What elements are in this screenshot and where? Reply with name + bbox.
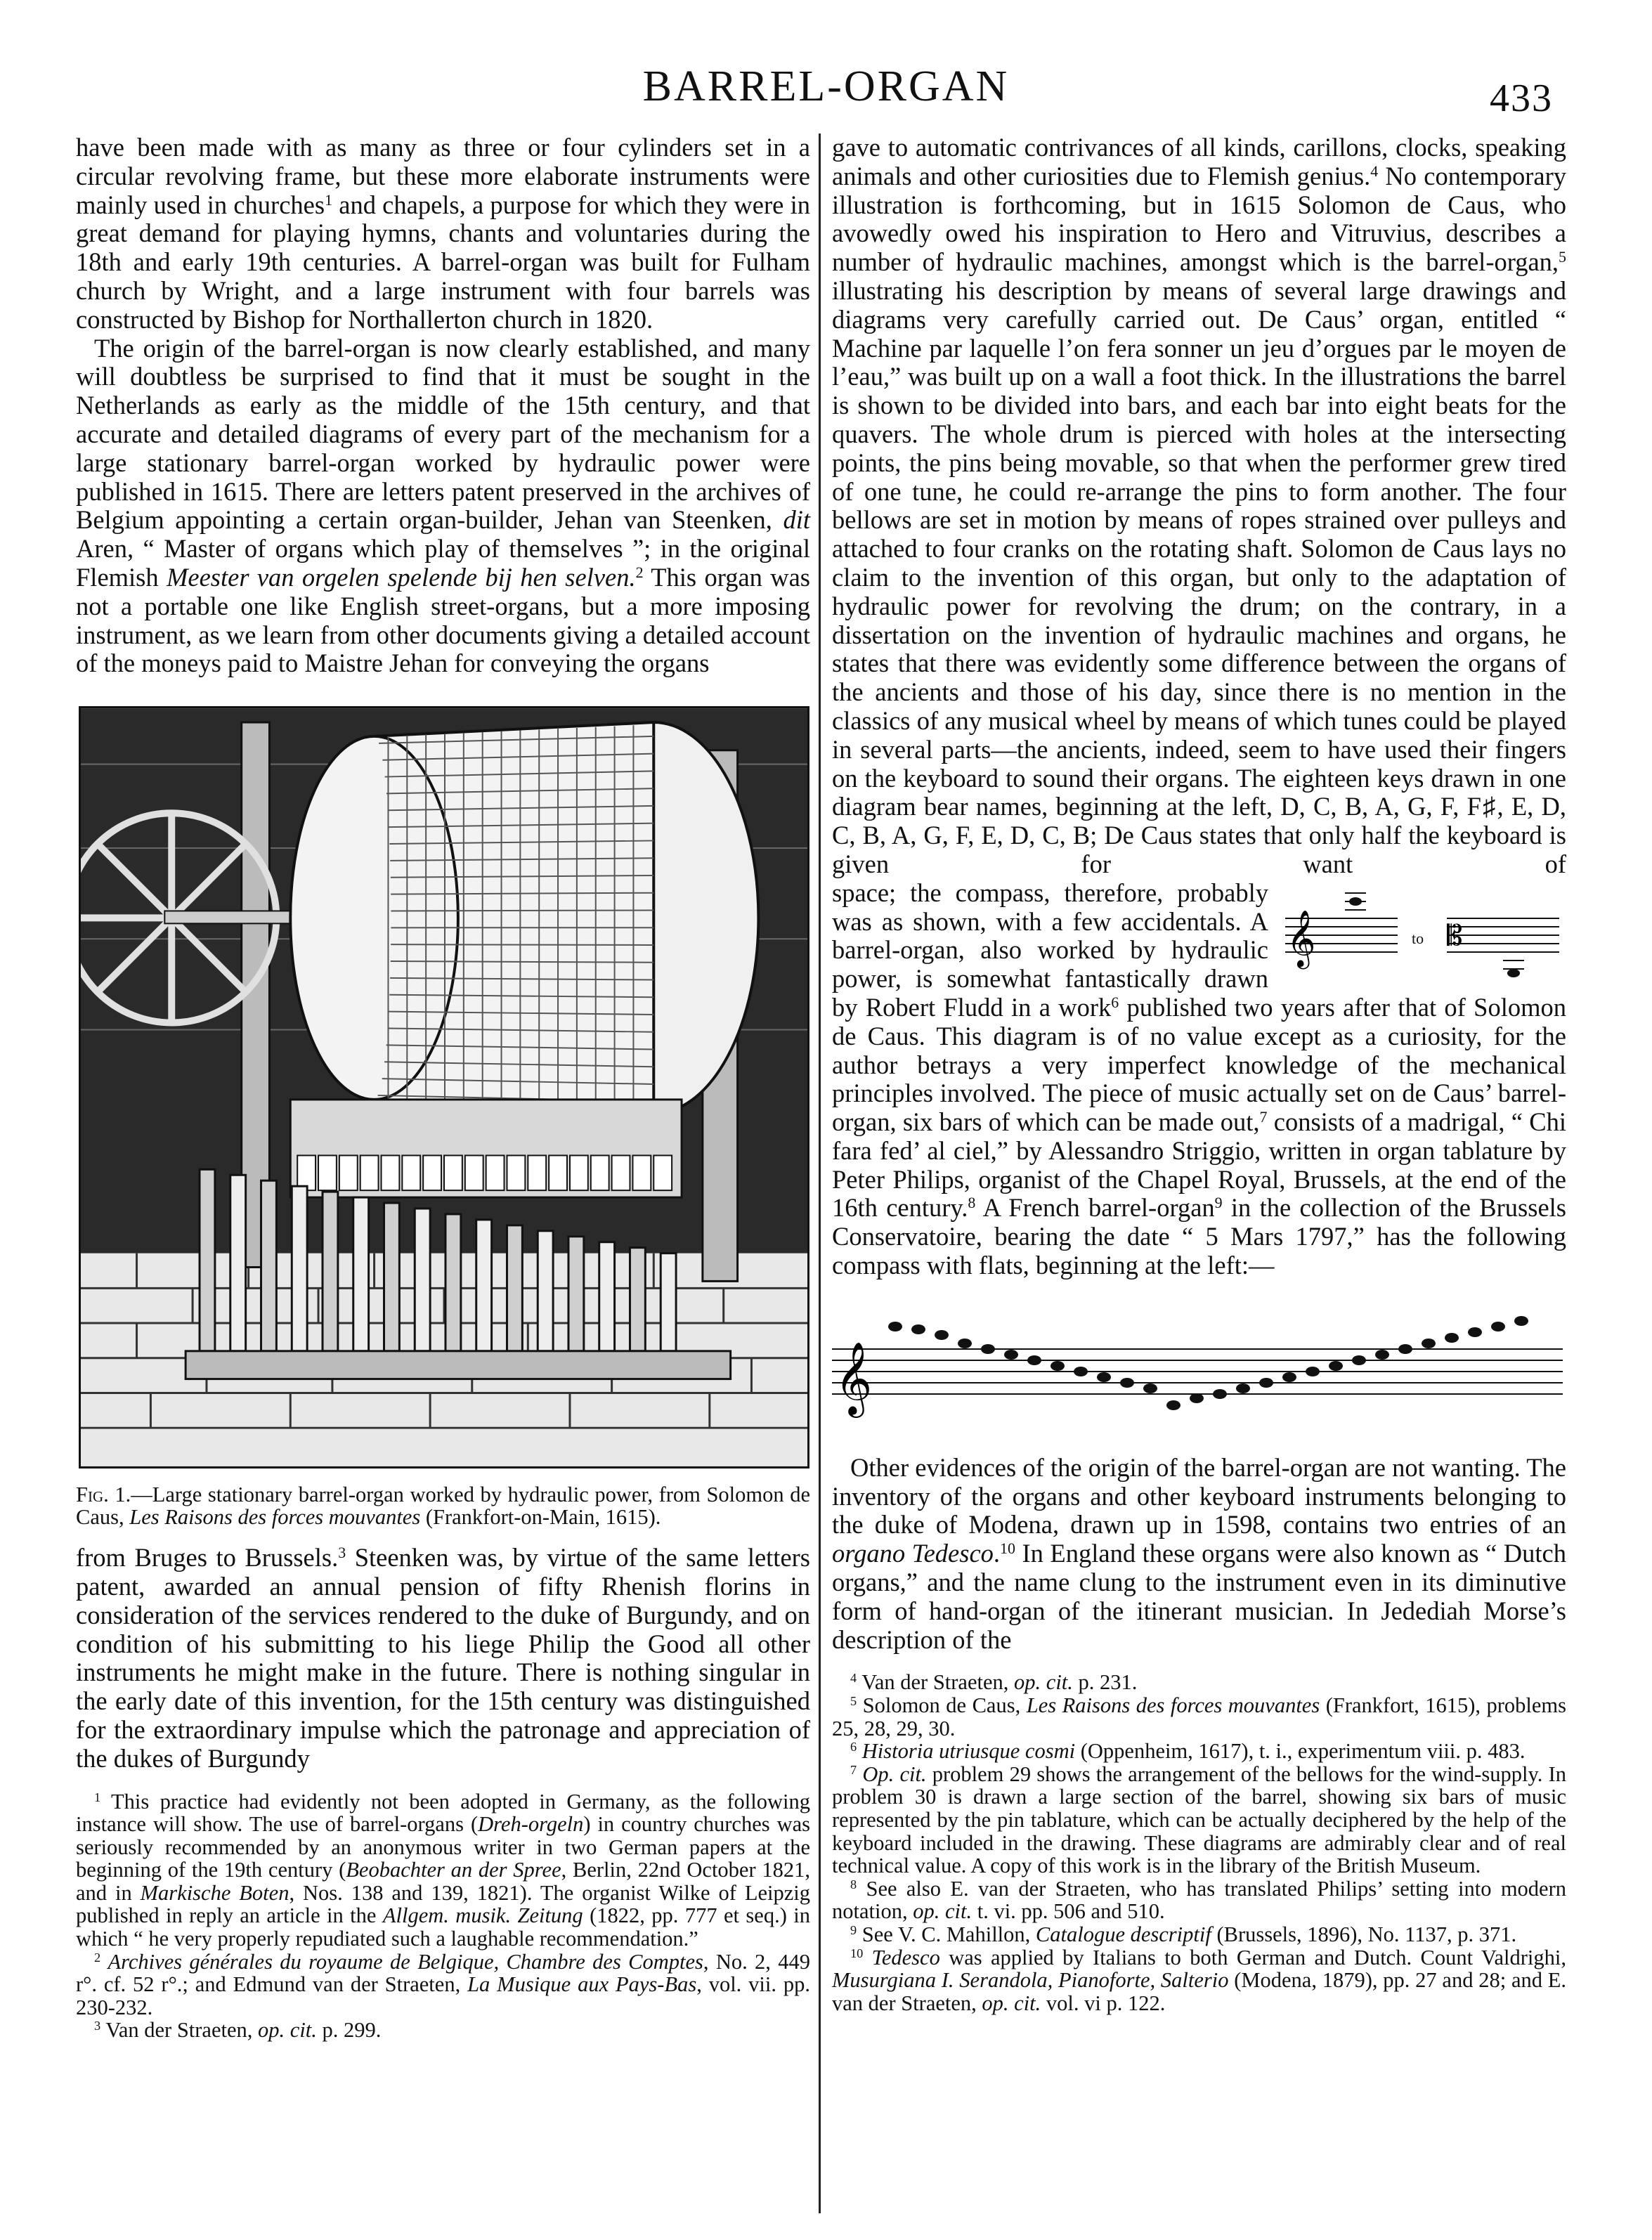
right-column	[832, 134, 1566, 2014]
music-note	[1213, 1389, 1227, 1399]
italic-text: Dreh-orgeln	[478, 1812, 584, 1837]
footnote-marker: 7	[850, 1762, 857, 1777]
footnote	[76, 2019, 810, 2042]
text-run: This practice had evidently not been adopted in Germany, as the following instance will show. The use of barrel-organs (	[76, 1789, 810, 1837]
italic-text: Archives générales du royaume de Belgique, Chambre des Comptes	[108, 1949, 703, 1974]
footnote-marker: 8	[968, 1194, 976, 1212]
music-note	[1352, 1355, 1366, 1365]
italic-text: Catalogue descriptif	[1035, 1922, 1211, 1946]
music-note	[911, 1324, 925, 1334]
footnote-marker: 4	[850, 1671, 857, 1686]
footnote	[76, 1790, 810, 1951]
italic-text: op. cit.	[258, 2018, 317, 2043]
footnote	[832, 1671, 1566, 1694]
music-note	[1097, 1372, 1111, 1382]
music-note	[1491, 1322, 1505, 1331]
text-run: from Bruges to Brussels.	[76, 1543, 339, 1572]
text-run: Aren, “ Master of organs which play of themselves ”; in the original Flemish	[76, 534, 810, 592]
music-note	[1051, 1361, 1065, 1371]
italic-text: Les Raisons des forces mouvantes	[1026, 1693, 1320, 1718]
left-column	[76, 134, 810, 2042]
svg-text:𝄞: 𝄞	[835, 1341, 873, 1415]
footnote-marker: 5	[850, 1693, 857, 1708]
text-run: Solomon de Caus,	[857, 1693, 1027, 1718]
music-note	[1259, 1378, 1273, 1388]
text-run: (Frankfort, 1615), problems 25, 28, 29, 30.	[832, 1693, 1566, 1740]
italic-text: organo Tedesco	[832, 1539, 994, 1568]
footnote-marker: 10	[1000, 1539, 1015, 1558]
text-run: , Nos. 138 and 139, 1821). The organist Wilke of Leipzig published in reply an article in the	[76, 1880, 811, 1928]
right-paragraph-a	[832, 134, 1566, 879]
italic-text: op. cit.	[982, 1991, 1041, 2015]
footnote-marker: 10	[850, 1946, 864, 1960]
footnote	[832, 1763, 1566, 1877]
text-run: have been made with as many as three or four cylinders set in a circular revolving frame, but these more elaborate instruments were mainly used in churches	[76, 133, 810, 219]
italic-text: Musurgiana I. Serandola, Pianoforte, Salterio	[832, 1968, 1229, 1993]
footnote-marker: 6	[850, 1740, 857, 1754]
text-run: t. vi. pp. 506 and 510.	[972, 1899, 1165, 1924]
music-note	[888, 1322, 902, 1331]
footnote	[832, 1740, 1566, 1763]
music-note	[1422, 1339, 1436, 1348]
music-note	[1166, 1400, 1181, 1410]
text-run: No contemporary illustration is forthcoming, but in 1615 Solomon de Caus, who avowedly owed his inspiration to Hero and Vitruvius, describes a number of hydraulic machines, amongst which is the barrel-organ,	[832, 161, 1566, 277]
footnote-marker: 1	[325, 190, 333, 209]
figure-label: Fig. 1.	[76, 1483, 131, 1507]
text-run: Van der Straeten,	[857, 1670, 1015, 1695]
page-title: BARREL-ORGAN	[642, 63, 1010, 110]
music-note	[1190, 1393, 1204, 1403]
column-divider	[819, 134, 821, 2213]
text-run: This organ was not a portable one like English street-organs, but a more imposing instrument, as we learn from other documents giving a detailed account of the moneys paid to Maistre Jehan for conveying the organs	[76, 562, 810, 678]
italic-text: Op. cit.	[862, 1762, 927, 1786]
text-run: , vol. vii. pp. 230-232.	[76, 1972, 811, 2019]
footnote-marker: 6	[1111, 993, 1119, 1011]
italic-text: Allgem. musik. Zeitung	[382, 1903, 583, 1928]
text-run: consists of a madrigal, “ Chi fara fed’ al ciel,” by Alessandro Striggio, written in organ tablature by Peter Philips, organist of the Chapel Royal, Brussels, at the end of the 16th century.	[832, 1107, 1566, 1223]
text-run: In England these organs were also known as “ Dutch organs,” and the name clung to the instrument even in its diminutive form of hand-organ of the itinerant musician. In Jedediah Morse’s description of the	[832, 1539, 1566, 1654]
music-note	[1514, 1316, 1528, 1326]
right-paragraph-c	[832, 1454, 1566, 1655]
text-run: vol. vi p. 122.	[1041, 1991, 1166, 2015]
italic-text: op. cit.	[1014, 1670, 1073, 1695]
text-run: A French barrel-organ	[975, 1193, 1215, 1223]
italic-text: Beobachter an der Spree	[346, 1858, 561, 1882]
italic-text: Historia utriusque cosmi	[861, 1739, 1076, 1764]
barrel-organ-illustration	[79, 706, 809, 1469]
keyboard-compass-music-example	[1278, 883, 1566, 989]
italic-text: op. cit.	[913, 1899, 973, 1924]
music-note	[1445, 1333, 1459, 1343]
footnote-marker: 8	[850, 1877, 857, 1891]
text-run: , No. 2, 449 r°. cf. 52 r°.; and Edmund van der Straeten,	[76, 1949, 811, 1997]
paragraph	[76, 334, 810, 679]
text-run: problem 29 shows the arrangement of the bellows for the wind-supply. In problem 30 is drawn a large section of the barrel, showing six bars of music represented by the pin tablature, which can be actually deciphered by the help of the keyboard included in the drawing. These diagrams are admirably clear and of real technical value. A copy of this work is in the library of the British Museum.	[832, 1762, 1566, 1878]
italic-text: Meester van orgelen spelende bij hen selven.	[166, 562, 636, 592]
svg-text:𝄞: 𝄞	[1287, 909, 1316, 967]
music-note	[1074, 1367, 1088, 1376]
music-note	[1282, 1372, 1296, 1382]
text-run: (Oppenheim, 1617), t. i., experimentum viii. p. 483.	[1075, 1739, 1526, 1764]
music-note	[1004, 1350, 1018, 1360]
footnote-marker: 4	[1370, 162, 1379, 180]
italic-text: Les Raisons des forces mouvantes	[129, 1505, 421, 1530]
text-run: (Modena, 1879), pp. 27 and 28; and E. van der Straeten,	[832, 1968, 1567, 2015]
footnote-marker: 3	[338, 1544, 346, 1562]
music-note	[1120, 1378, 1134, 1388]
text-run: (Brussels, 1896), No. 1137, p. 371.	[1211, 1922, 1517, 1946]
italic-text: La Musique aux Pays-Bas	[467, 1972, 697, 1997]
text-run	[100, 1950, 108, 1974]
footnote	[832, 1923, 1566, 1946]
footnote	[832, 1694, 1566, 1740]
footnote-marker: 1	[94, 1790, 101, 1804]
text-run: and chapels, a purpose for which they were in great demand for playing hymns, chants and voluntaries during the 18th and early 19th centuries. A barrel-organ was built for Fulham church by Wright, and a large instrument with four barrels was constructed by Bishop for Northallerton church in 1820.	[76, 190, 810, 334]
text-run: was applied by Italians to both German and Dutch. Count Valdrighi,	[939, 1945, 1567, 1969]
footnote-marker: 3	[94, 2019, 101, 2033]
footnote-marker: 2	[635, 563, 644, 581]
french-barrel-organ-compass-music	[832, 1300, 1563, 1433]
music-range-to-label: to	[1412, 929, 1424, 947]
italic-text: dit	[783, 505, 810, 535]
music-note	[1329, 1361, 1343, 1371]
footnote	[76, 1951, 810, 2019]
text-run: in the collection of the Brussels Conservatoire, bearing the date “ 5 Mars 1797,” has the following compass with flats, beginning at the left:—	[832, 1193, 1567, 1280]
text-run: gave to automatic contrivances of all kinds, carillons, clocks, speaking animals and other curiosities due to Flemish genius.	[832, 133, 1566, 190]
footnote-marker: 9	[1214, 1194, 1223, 1212]
footnote-marker: 9	[850, 1922, 857, 1937]
page-number: 433	[1490, 77, 1553, 120]
footnote-marker: 7	[1259, 1108, 1268, 1126]
music-note	[1375, 1350, 1389, 1360]
text-run: ) in country churches was seriously recommended by an anonymous writer in two German papers at the beginning of the 19th century (	[76, 1812, 810, 1882]
music-note	[935, 1330, 949, 1340]
footnote	[832, 1877, 1566, 1923]
music-note	[981, 1344, 995, 1354]
paragraph	[76, 1544, 810, 1773]
music-note	[1143, 1383, 1157, 1393]
text-run: Steenken was, by virtue of the same letters patent, awarded an annual pension of fifty Rhenish florins in consideration of the services rendered to the duke of Burgundy, and on condition of his submitting to his liege Philip the Good all other instruments he might make in the future. There is nothing singular in the early date of this invention, for the 15th century was distinguished for the extraordinary impulse which the patronage and appreciation of the dukes of Burgundy	[76, 1543, 811, 1773]
figure-caption	[76, 1483, 810, 1528]
text-run: (Frankfort-on-Main, 1615).	[420, 1505, 661, 1530]
text-run: p. 231.	[1072, 1670, 1138, 1695]
footnote	[832, 1946, 1566, 2015]
text-run: The origin of the barrel-organ is now clearly established, and many will doubtless be surprised to find that it must be sought in the Netherlands as early as the middle of the 15th century, and that accurate and detailed diagrams of every part of the mechanism for a large stationary barrel-organ worked by hydraulic power were published in 1615. There are letters patent preserved in the archives of Belgium appointing a certain organ-builder, Jehan van Steenken,	[76, 333, 810, 535]
footnote-marker: 5	[1559, 248, 1566, 266]
text-run: published two years after that of Solomon de Caus. This diagram is of no value except as a curiosity, for the author betrays a very imperfect knowledge of the mechanical principles involved. The piece of music actually set on de Caus’ barrel-organ, six bars of which can be made out,	[832, 992, 1566, 1137]
music-note	[1306, 1367, 1320, 1376]
text-run: (1822, pp. 777 et seq.) in which “ he very properly repudiated such a laughable recommendation.”	[76, 1903, 810, 1951]
left-footnotes	[76, 1790, 810, 2043]
footnote-marker: 2	[94, 1950, 101, 1965]
text-run: illustrating his description by means of several large drawings and diagrams very carefully carried out. De Caus’ organ, entitled “ Machine par laquelle l’on fera sonner un jeu d’orgues par le moyen de l’eau,” was built up on a wall a foot thick. In the illustrations the barrel is shown to be divided into bars, and each bar into eight beats for the quavers. The whole drum is pierced with holes at the intersecting points, the pins being movable, so that when the performer grew tired of one tune, he could re-arrange the pins to form another. The four bellows are set in motion by means of ropes strained over pulleys and attached to four cranks on the rotating shaft. Solomon de Caus lays no claim to the invention of this organ, but only to the adaptation of hydraulic power for revolving the drum; on the contrary, in a dissertation on the invention of hydraulic machines and organs, he states that there was evidently some difference between the organs of the ancients and those of his day, since there is no mention in the classics of any musical wheel by means of which tunes could be played in several parts—the ancients, indeed, seem to have used their fingers on the keyboard to sound their organs. The eighteen keys drawn in one diagram bear names, beginning at the left, D, C, B, A, G, F, F♯, E, D, C, B, A, G, F, E, D, C, B; De Caus states that only half the keyboard is given for want of	[832, 275, 1566, 878]
left-bottom-text	[76, 1544, 810, 1773]
text-run: —Large stationary barrel-organ worked by hydraulic power, from Solomon de Caus,	[76, 1483, 810, 1530]
text-run: , Berlin, 22nd October 1821, and in	[76, 1858, 810, 1905]
music-note	[958, 1339, 972, 1348]
text-run: space; the compass, therefore, probably was as shown, with a few accidentals. A barrel-organ, also worked by hydraulic power, is somewhat fantastically drawn by Robert Fludd in a work	[832, 878, 1268, 1022]
music-note	[1236, 1383, 1250, 1393]
text-run: See V. C. Mahillon,	[857, 1922, 1036, 1946]
svg-text:𝄡: 𝄡	[1447, 919, 1463, 952]
italic-text: Tedesco	[871, 1945, 940, 1969]
text-run	[863, 1946, 871, 1969]
text-run: Other evidences of the origin of the barrel-organ are not wanting. The inventory of the organs and other keyboard instruments belonging to the duke of Modena, drawn up in 1598, contains two entries of an	[832, 1452, 1566, 1539]
text-run: See also E. van der Straeten, who has translated Philips’ setting into modern notation,	[832, 1876, 1566, 1924]
italic-text: Markische Boten	[140, 1880, 290, 1905]
paragraph	[76, 134, 810, 334]
music-note	[1398, 1344, 1412, 1354]
text-run: Van der Straeten,	[100, 2018, 259, 2043]
text-run	[857, 1739, 862, 1763]
text-run: .	[993, 1539, 1001, 1568]
music-note	[1027, 1355, 1041, 1365]
text-run: p. 299.	[316, 2018, 382, 2043]
music-note	[1468, 1327, 1482, 1337]
right-footnotes	[832, 1671, 1566, 2014]
left-top-text	[76, 134, 810, 678]
